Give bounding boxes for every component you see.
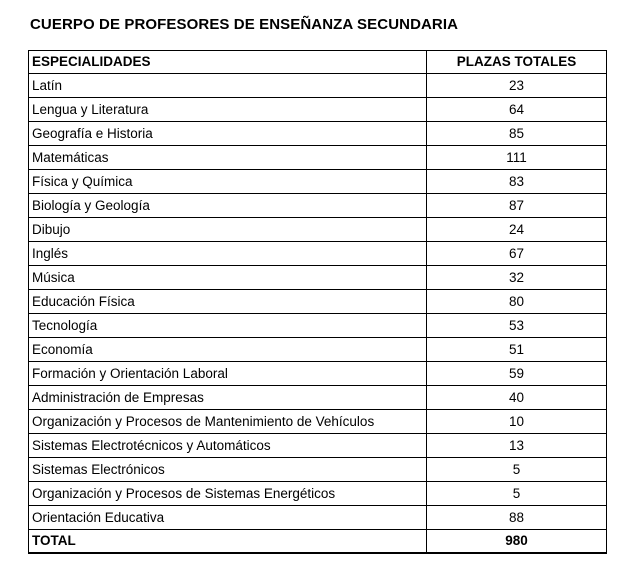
table-row — [29, 122, 607, 146]
table-row — [29, 242, 607, 266]
table-row — [29, 362, 607, 386]
plazas-cell: 53 — [427, 314, 607, 338]
table-row — [29, 386, 607, 410]
table-row — [29, 458, 607, 482]
table-row — [29, 482, 607, 506]
total-label: TOTAL — [29, 530, 427, 554]
header-plazas-totales: PLAZAS TOTALES — [427, 51, 607, 74]
especialidad-cell: Sistemas Electrotécnicos y Automáticos — [29, 434, 427, 458]
plazas-cell: 51 — [427, 338, 607, 362]
table-row — [29, 74, 607, 98]
plazas-cell: 67 — [427, 242, 607, 266]
plazas-cell: 40 — [427, 386, 607, 410]
table-row — [29, 98, 607, 122]
table-row — [29, 218, 607, 242]
especialidad-cell: Organización y Procesos de Mantenimiento de Vehículos — [29, 410, 427, 434]
plazas-cell: 23 — [427, 74, 607, 98]
table-row — [29, 434, 607, 458]
especialidad-cell: Dibujo — [29, 218, 427, 242]
table-row — [29, 266, 607, 290]
especialidad-cell: Orientación Educativa — [29, 506, 427, 530]
plazas-table — [28, 50, 607, 554]
plazas-cell: 13 — [427, 434, 607, 458]
plazas-cell: 32 — [427, 266, 607, 290]
plazas-cell: 5 — [427, 482, 607, 506]
plazas-cell: 87 — [427, 194, 607, 218]
table-row — [29, 506, 607, 530]
table-row — [29, 146, 607, 170]
especialidad-cell: Formación y Orientación Laboral — [29, 362, 427, 386]
plazas-cell: 85 — [427, 122, 607, 146]
plazas-cell: 10 — [427, 410, 607, 434]
especialidad-cell: Organización y Procesos de Sistemas Energéticos — [29, 482, 427, 506]
especialidad-cell: Matemáticas — [29, 146, 427, 170]
table-row — [29, 194, 607, 218]
plazas-cell: 5 — [427, 458, 607, 482]
especialidad-cell: Administración de Empresas — [29, 386, 427, 410]
table-row — [29, 410, 607, 434]
plazas-cell: 88 — [427, 506, 607, 530]
plazas-cell: 24 — [427, 218, 607, 242]
especialidad-cell: Lengua y Literatura — [29, 98, 427, 122]
plazas-cell: 59 — [427, 362, 607, 386]
especialidad-cell: Física y Química — [29, 170, 427, 194]
header-especialidades: ESPECIALIDADES — [29, 51, 427, 74]
document-title: CUERPO DE PROFESORES DE ENSEÑANZA SECUNDARIA — [30, 16, 459, 33]
especialidad-cell: Latín — [29, 74, 427, 98]
table-row — [29, 314, 607, 338]
total-row — [29, 530, 607, 554]
plazas-cell: 83 — [427, 170, 607, 194]
table-row — [29, 290, 607, 314]
total-value: 980 — [427, 530, 607, 554]
especialidad-cell: Tecnología — [29, 314, 427, 338]
plazas-cell: 111 — [427, 146, 607, 170]
table-row — [29, 338, 607, 362]
plazas-cell: 64 — [427, 98, 607, 122]
especialidad-cell: Música — [29, 266, 427, 290]
especialidad-cell: Educación Física — [29, 290, 427, 314]
especialidad-cell: Geografía e Historia — [29, 122, 427, 146]
especialidad-cell: Inglés — [29, 242, 427, 266]
especialidad-cell: Biología y Geología — [29, 194, 427, 218]
especialidad-cell: Sistemas Electrónicos — [29, 458, 427, 482]
table-header-row — [29, 51, 607, 74]
plazas-cell: 80 — [427, 290, 607, 314]
especialidad-cell: Economía — [29, 338, 427, 362]
table-row — [29, 170, 607, 194]
